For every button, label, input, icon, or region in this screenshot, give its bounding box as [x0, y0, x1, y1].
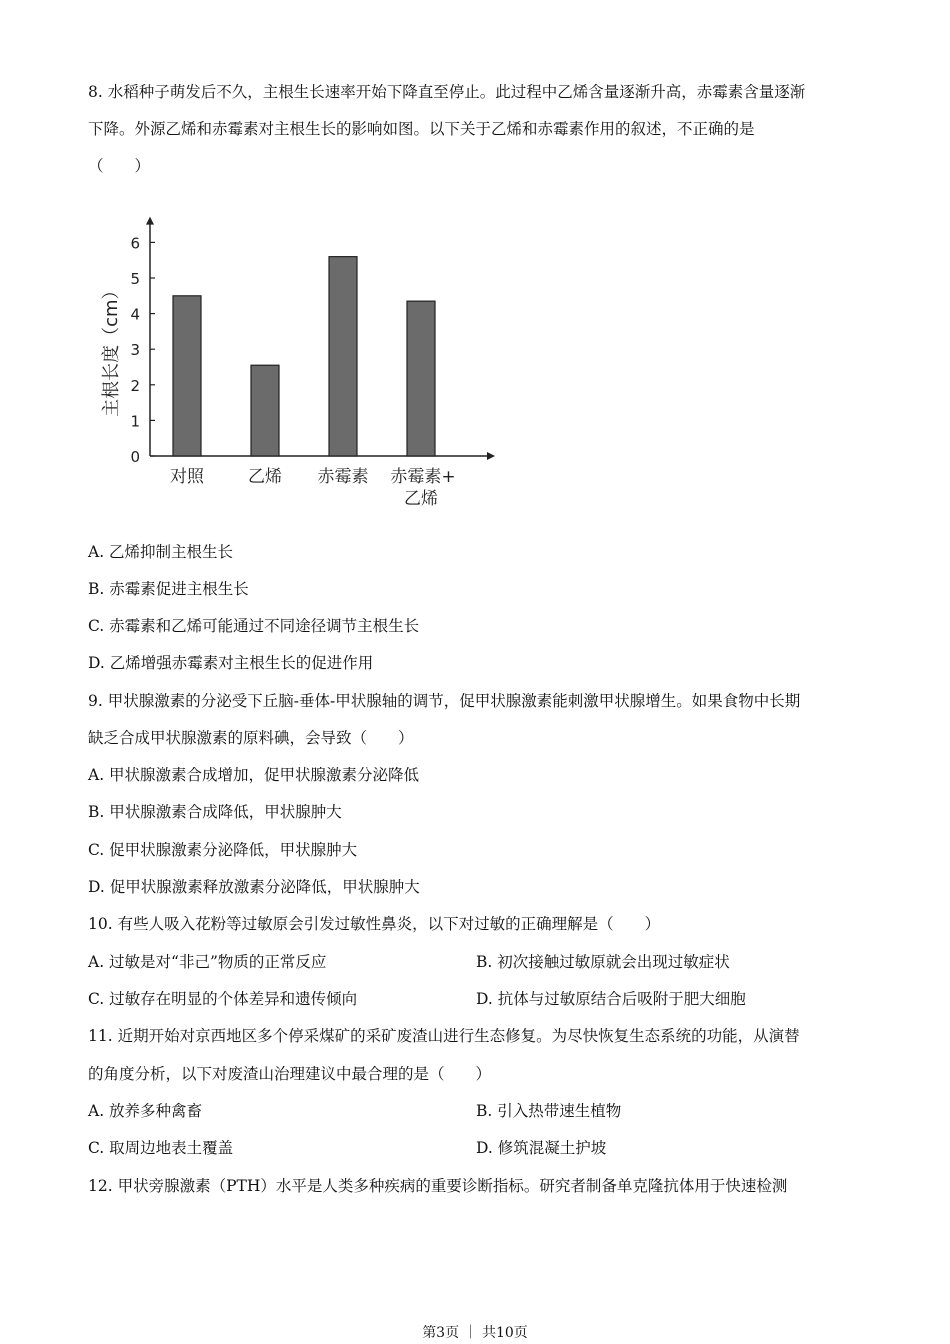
y-axis-label: 主根长度（cm）	[101, 281, 122, 417]
bar	[173, 296, 201, 456]
x-tick-label: 赤霉素	[317, 467, 369, 487]
q10-stem: 10. 有些人吸入花粉等过敏原会引发过敏性鼻炎，以下对过敏的正确理解是（ ）	[88, 915, 661, 933]
y-tick-label: 1	[130, 412, 140, 431]
q11-stem-line1: 11. 近期开始对京西地区多个停采煤矿的采矿废渣山进行生态修复。为尽快恢复生态系统的功能，从演替	[88, 1027, 800, 1045]
q9-stem-line1: 9. 甲状腺激素的分泌受下丘脑-垂体-甲状腺轴的调节，促甲状腺激素能刺激甲状腺增生。如果食物中长期	[88, 692, 801, 710]
x-tick-label: 对照	[170, 467, 204, 487]
q8-stem-line2: 下降。外源乙烯和赤霉素对主根生长的影响如图。以下关于乙烯和赤霉素作用的叙述，不正确的是	[88, 120, 755, 138]
bar-chart	[95, 200, 505, 520]
q10-option-b: B. 初次接触过敏原就会出现过敏症状	[476, 953, 730, 971]
q9-option-b: B. 甲状腺激素合成降低，甲状腺肿大	[88, 803, 342, 821]
y-tick-label: 2	[130, 376, 140, 395]
q10-option-d: D. 抗体与过敏原结合后吸附于肥大细胞	[476, 990, 746, 1008]
q9-option-c: C. 促甲状腺激素分泌降低，甲状腺肿大	[88, 841, 358, 859]
q8-option-a: A. 乙烯抑制主根生长	[88, 543, 234, 561]
bar	[329, 257, 357, 456]
q11-option-a: A. 放养多种禽畜	[88, 1102, 203, 1120]
q9-option-d: D. 促甲状腺激素释放激素分泌降低，甲状腺肿大	[88, 878, 420, 896]
y-tick-label: 0	[130, 448, 140, 466]
y-tick-label: 3	[130, 341, 140, 360]
y-tick-label: 4	[130, 305, 140, 324]
q8-answer-paren: （ ）	[88, 157, 151, 175]
q10-option-c: C. 过敏存在明显的个体差异和遗传倾向	[88, 990, 358, 1008]
q8-option-b: B. 赤霉素促进主根生长	[88, 580, 249, 598]
q8-option-c: C. 赤霉素和乙烯可能通过不同途径调节主根生长	[88, 617, 420, 635]
q11-stem-line2: 的角度分析，以下对废渣山治理建议中最合理的是（ ）	[88, 1065, 492, 1083]
x-axis-arrow	[487, 452, 495, 460]
q10-option-a: A. 过敏是对“非己”物质的正常反应	[88, 953, 327, 971]
q8-stem-line1: 8. 水稻种子萌发后不久，主根生长速率开始下降直至停止。此过程中乙烯含量逐渐升高，赤霉素含量逐渐	[88, 83, 806, 101]
q11-option-b: B. 引入热带速生植物	[476, 1102, 622, 1120]
x-tick-label: 乙烯	[248, 467, 282, 487]
bar	[251, 365, 279, 456]
q12-stem-line1: 12. 甲状旁腺激素（PTH）水平是人类多种疾病的重要诊断指标。研究者制备单克隆抗体用于快速检测	[88, 1177, 788, 1195]
page-footer: 第3页 ｜ 共10页	[422, 1325, 528, 1341]
q11-option-d: D. 修筑混凝土护坡	[476, 1139, 607, 1157]
y-tick-label: 5	[130, 270, 140, 288]
q11-option-c: C. 取周边地表土覆盖	[88, 1139, 234, 1157]
q9-stem-line2: 缺乏合成甲状腺激素的原料碘，会导致（ ）	[88, 729, 414, 747]
q8-option-d: D. 乙烯增强赤霉素对主根生长的促进作用	[88, 654, 374, 672]
x-tick-label: 乙烯	[404, 489, 438, 509]
y-tick-label: 6	[130, 234, 140, 253]
x-tick-label: 赤霉素+	[390, 467, 456, 487]
y-axis-arrow	[146, 217, 154, 225]
q9-option-a: A. 甲状腺激素合成增加，促甲状腺激素分泌降低	[88, 766, 420, 784]
bar	[407, 301, 435, 456]
